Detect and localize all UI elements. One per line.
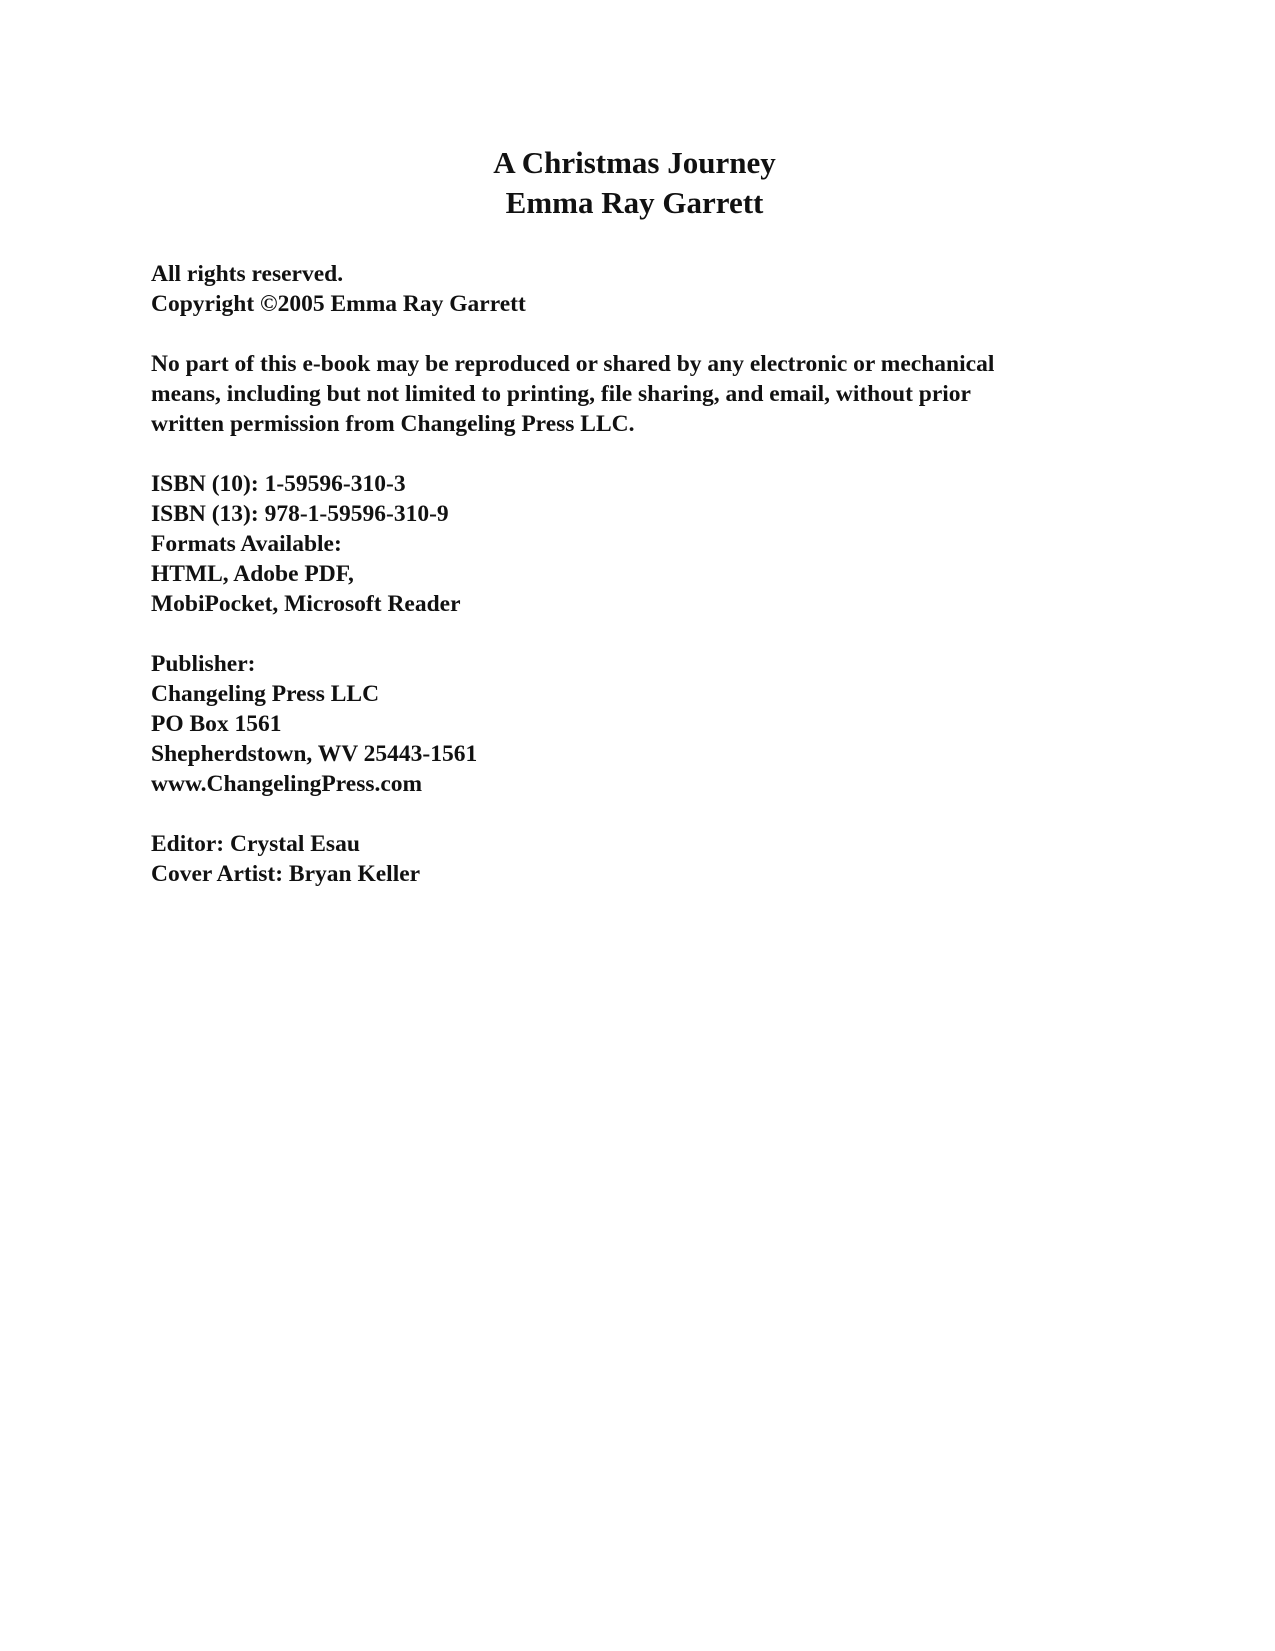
formats-line-1: HTML, Adobe PDF, — [151, 561, 354, 587]
title-block — [0, 143, 1275, 223]
reproduction-notice — [151, 349, 1151, 439]
publisher-section — [151, 649, 1151, 799]
formats-line-2: MobiPocket, Microsoft Reader — [151, 591, 461, 617]
notice-line-1: No part of this e-book may be reproduced or shared by any electronic or mechanical — [151, 351, 995, 377]
book-title: A Christmas Journey — [493, 145, 776, 180]
rights-section — [151, 259, 1151, 319]
publisher-city: Shepherdstown, WV 25443-1561 — [151, 741, 478, 767]
formats-label: Formats Available: — [151, 531, 342, 557]
isbn-13: ISBN (13): 978-1-59596-310-9 — [151, 501, 449, 527]
credits-section — [151, 829, 1151, 889]
notice-line-2: means, including but not limited to printing, file sharing, and email, without prior — [151, 381, 971, 407]
copyright-body — [151, 259, 1151, 919]
isbn-10: ISBN (10): 1-59596-310-3 — [151, 471, 406, 497]
publisher-label: Publisher: — [151, 651, 256, 677]
author-name: Emma Ray Garrett — [505, 185, 764, 220]
book-info-section — [151, 469, 1151, 619]
rights-reserved: All rights reserved. — [151, 261, 344, 287]
notice-line-3: written permission from Changeling Press LLC. — [151, 411, 635, 437]
publisher-name: Changeling Press LLC — [151, 681, 380, 707]
publisher-website: www.ChangelingPress.com — [151, 771, 423, 797]
cover-artist-credit: Cover Artist: Bryan Keller — [151, 861, 421, 887]
copyright-line: Copyright ©2005 Emma Ray Garrett — [151, 291, 526, 317]
editor-credit: Editor: Crystal Esau — [151, 831, 360, 857]
publisher-po-box: PO Box 1561 — [151, 711, 282, 737]
